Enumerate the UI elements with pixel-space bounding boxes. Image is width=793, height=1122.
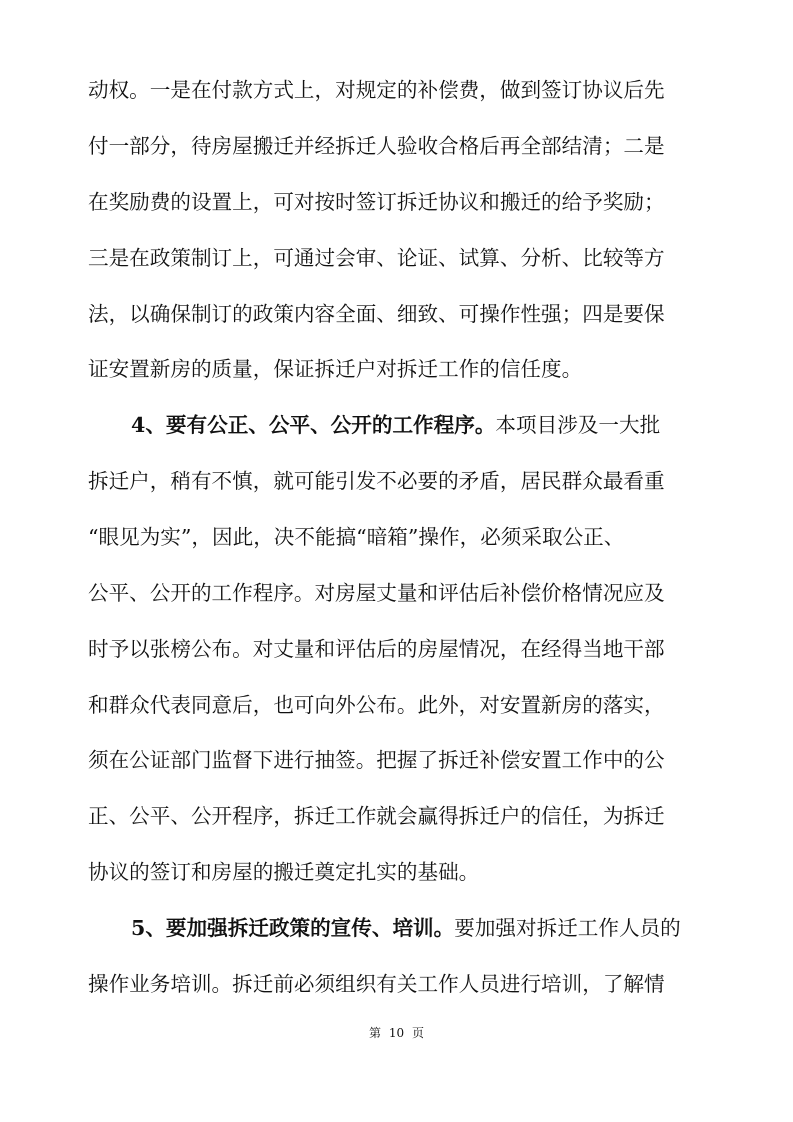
section-5-first-line — [131, 914, 751, 942]
paragraph-line: 和群众代表同意后，也可向外公布。此外，对安置新房的落实， — [88, 693, 665, 717]
paragraph-line: 付一部分，待房屋搬迁并经拆迁人验收合格后再全部结清；二是 — [88, 134, 665, 158]
paragraph-line: 在奖励费的设置上，可对按时签订拆迁协议和搬迁的给予奖励； — [88, 190, 665, 214]
paragraph-line: 三是在政策制订上，可通过会审、论证、试算、分析、比较等方 — [88, 246, 665, 270]
paragraph-line: 操作业务培训。拆迁前必须组织有关工作人员进行培训，了解情 — [88, 972, 665, 996]
page-number: 10 — [388, 1026, 405, 1040]
page-footer — [0, 1025, 793, 1041]
paragraph-line: 协议的签订和房屋的搬迁奠定扎实的基础。 — [88, 860, 480, 884]
paragraph-line: 证安置新房的质量，保证拆迁户对拆迁工作的信任度。 — [88, 357, 583, 381]
paragraph-line: “眼见为实”，因此，决不能搞“暗箱”操作，必须采取公正、 — [88, 525, 625, 549]
section-4-text: 本项目涉及一大批 — [495, 413, 661, 437]
section-4-first-line — [131, 411, 751, 439]
paragraph-line: 拆迁户，稍有不慎，就可能引发不必要的矛盾，居民群众最看重 — [88, 469, 665, 493]
footer-suffix: 页 — [411, 1026, 424, 1040]
section-5-text: 要加强对拆迁工作人员的 — [454, 916, 681, 940]
section-4-heading: 4、要有公正、公平、公开的工作程序。 — [131, 413, 496, 437]
paragraph-line: 公平、公开的工作程序。对房屋丈量和评估后补偿价格情况应及 — [88, 581, 665, 605]
footer-prefix: 第 — [369, 1026, 382, 1040]
paragraph-line: 法，以确保制订的政策内容全面、细致、可操作性强；四是要保 — [88, 302, 665, 326]
paragraph-line: 时予以张榜公布。对丈量和评估后的房屋情况，在经得当地干部 — [88, 637, 665, 661]
section-5-heading: 5、要加强拆迁政策的宣传、培训。 — [131, 916, 455, 940]
paragraph-line: 须在公证部门监督下进行抽签。把握了拆迁补偿安置工作中的公 — [88, 748, 665, 772]
paragraph-line: 正、公平、公开程序，拆迁工作就会赢得拆迁户的信任，为拆迁 — [88, 804, 665, 828]
paragraph-line: 动权。一是在付款方式上，对规定的补偿费，做到签订协议后先 — [88, 78, 665, 102]
